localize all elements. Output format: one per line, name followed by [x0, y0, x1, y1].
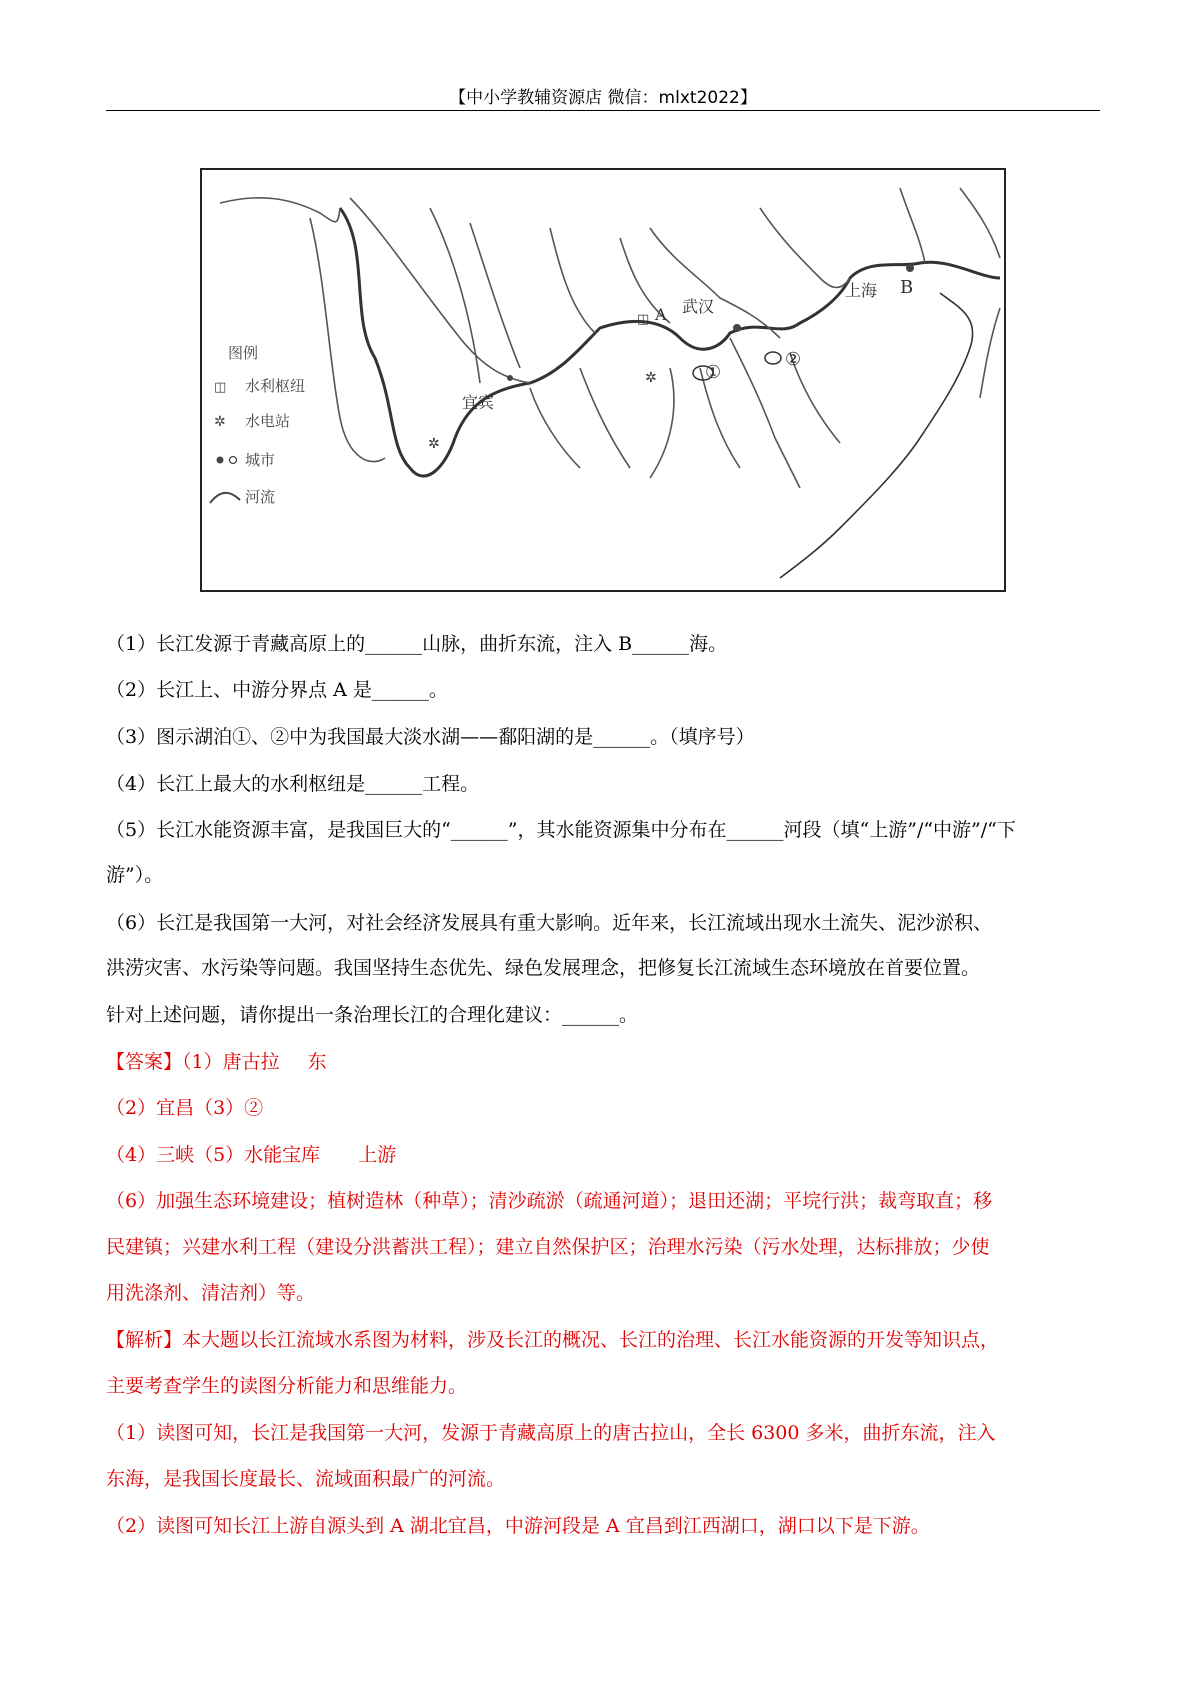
question-6: （6）长江是我国第一大河，对社会经济发展具有重大影响。近年来，长江流域出现水土流失、泥沙淤积、	[106, 912, 993, 934]
question-6-cont-2: 针对上述问题，请你提出一条治理长江的合理化建议：______。	[106, 1004, 639, 1026]
answer-tag: 【答案】	[106, 1051, 183, 1073]
analysis-line-4: 东海，是我国长度最长、流域面积最广的河流。	[106, 1468, 506, 1490]
label-lake-2: ②	[785, 349, 802, 370]
city-dot-wuhan	[733, 324, 741, 332]
label-yibin: 宜宾	[462, 393, 495, 412]
answer-line-5: 民建镇；兴建水利工程（建设分洪蓄洪工程）；建立自然保护区；治理水污染（污水处理，达标排放；少使	[106, 1236, 990, 1258]
analysis-line-5: （2）读图可知长江上游自源头到 A 湖北宜昌，中游河段是 A 宜昌到江西湖口，湖口以下是下游。	[106, 1515, 930, 1537]
legend-item-river: 河流	[245, 488, 276, 506]
analysis-line-1	[106, 1325, 1100, 1352]
question-5: （5）长江水能资源丰富，是我国巨大的“______”，其水能资源集中分布在______河段（填“上游”/“中游”/“下	[106, 819, 1016, 841]
dam-legend-icon: ◫	[214, 380, 227, 395]
question-2: （2）长江上、中游分界点 A 是______。	[106, 679, 448, 701]
answer-1a: （1）唐古拉	[182, 1051, 280, 1073]
answer-3a: （4）三峡（5）水能宝库	[106, 1144, 321, 1166]
question-5-cont: 游”）。	[106, 864, 164, 886]
legend-item-city: 城市	[245, 451, 276, 469]
analysis-tag: 【解析】	[106, 1329, 183, 1351]
hydro-legend-icon: ✲	[214, 414, 226, 430]
header-divider	[106, 110, 1100, 111]
hydro-station-marker-2: ✲	[428, 436, 440, 452]
answer-line-4: （6）加强生态环境建设；植树造林（种草）；清沙疏淤（疏通河道）；退田还湖；平垸行洪；裁弯取直；移	[106, 1190, 993, 1212]
label-shanghai: 上海	[845, 281, 878, 300]
hydro-station-marker-1: ✲	[645, 370, 657, 386]
yangtze-basin-map	[200, 168, 1006, 592]
answer-3b: 上游	[358, 1144, 397, 1166]
answer-line-6: 用洗涤剂、清洁剂）等。	[106, 1282, 316, 1304]
legend-item-dam: 水利枢纽	[245, 377, 306, 395]
question-4: （4）长江上最大的水利枢纽是______工程。	[106, 773, 480, 795]
label-wuhan: 武汉	[682, 297, 715, 316]
dam-marker: ◫	[637, 312, 650, 327]
legend-item-hydro: 水电站	[245, 412, 291, 430]
city-legend-icon-dot	[217, 457, 224, 464]
label-b: B	[900, 277, 914, 298]
legend-title: 图例	[228, 344, 259, 362]
question-3: （3）图示湖泊①、②中为我国最大淡水湖——鄱阳湖的是______。（填序号）	[106, 726, 755, 748]
answer-line-3	[106, 1140, 1100, 1167]
analysis-line-3: （1）读图可知，长江是我国第一大河，发源于青藏高原上的唐古拉山，全长 6300 多米，曲折东流，注入	[106, 1422, 996, 1444]
question-6-cont-1: 洪涝灾害、水污染等问题。我国坚持生态优先、绿色发展理念，把修复长江流域生态环境放在首要位置。	[106, 957, 981, 979]
analysis-line-2: 主要考查学生的读图分析能力和思维能力。	[106, 1375, 468, 1397]
label-a: A	[655, 305, 667, 324]
answer-1b: 东	[307, 1051, 327, 1073]
answer-line-1	[106, 1047, 1100, 1074]
analysis-1: 本大题以长江流域水系图为材料，涉及长江的概况、长江的治理、长江水能资源的开发等知识点，	[182, 1329, 1000, 1351]
answer-line-2: （2）宜昌（3）②	[106, 1097, 264, 1119]
city-dot-yibin	[507, 375, 513, 381]
city-dot-shanghai	[906, 264, 914, 272]
question-1: （1）长江发源于青藏高原上的______山脉，曲折东流，注入 B______海。	[106, 633, 728, 655]
page-header: 【中小学教辅资源店 微信：mlxt2022】	[449, 88, 757, 108]
label-lake-1: ①	[705, 362, 722, 383]
